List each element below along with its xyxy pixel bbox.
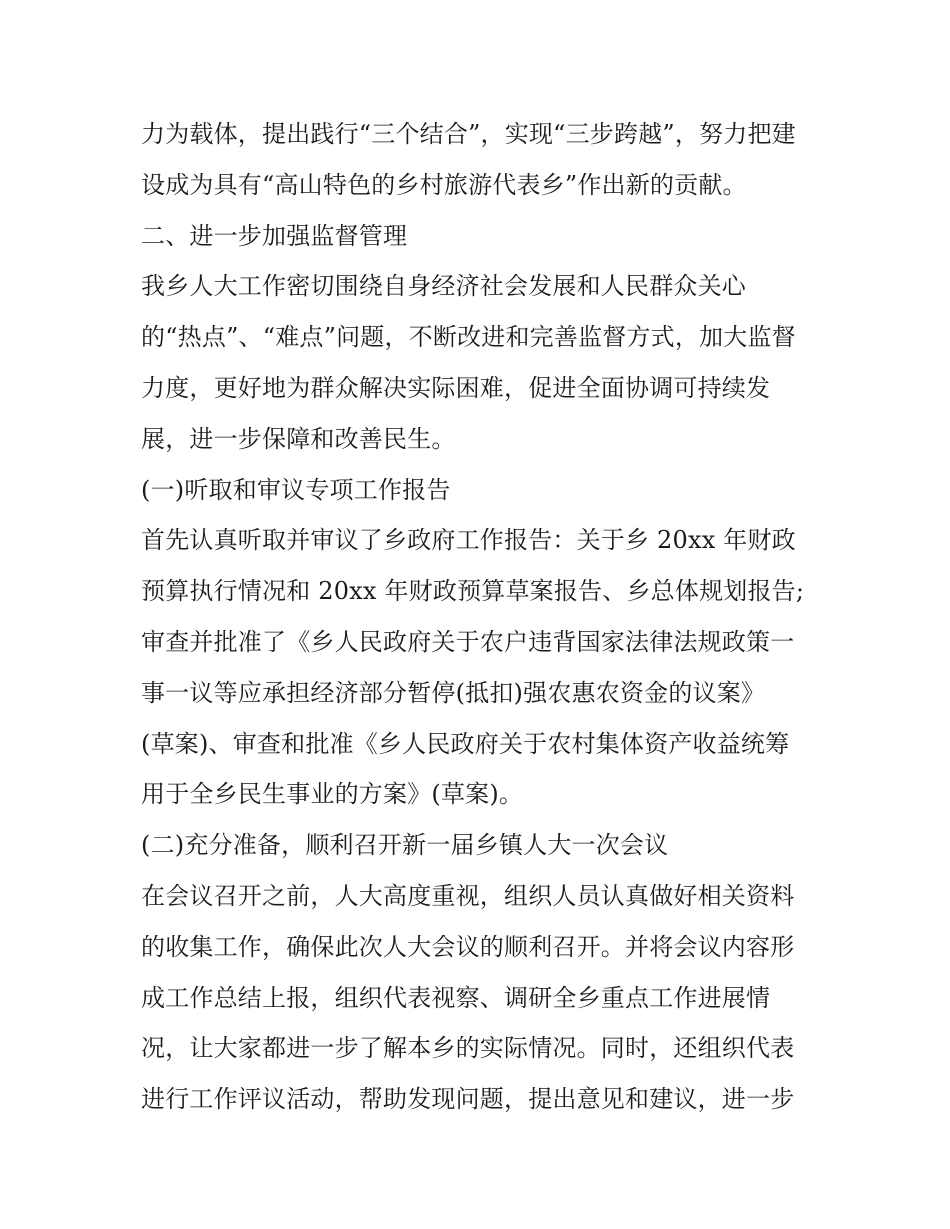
text-line: 力为载体，提出践行“三个结合”，实现“三步跨越”，努力把建 bbox=[141, 120, 796, 148]
text-line: 成工作总结上报，组织代表视察、调研全乡重点工作进展情 bbox=[141, 983, 771, 1012]
document-body bbox=[141, 109, 821, 1125]
subsection-heading: (一)听取和审议专项工作报告 bbox=[141, 475, 451, 504]
text-line: 首先认真听取并审议了乡政府工作报告：关于乡 20xx 年财政 bbox=[141, 526, 796, 555]
text-line: 我乡人大工作密切围绕自身经济社会发展和人民群众关心 bbox=[141, 272, 746, 301]
text-line: 力度，更好地为群众解决实际困难，促进全面协调可持续发 bbox=[141, 373, 771, 402]
text-line: 预算执行情况和 20xx 年财政预算草案报告、乡总体规划报告; bbox=[141, 577, 805, 606]
text-line: 展，进一步保障和改善民生。 bbox=[141, 424, 456, 453]
text-line: 事一议等应承担经济部分暂停(抵扣)强农惠农资金的议案》 bbox=[141, 678, 766, 707]
text-line: 用于全乡民生事业的方案》(草案)。 bbox=[141, 780, 524, 809]
text-line: 的收集工作，确保此次人大会议的顺利召开。并将会议内容形 bbox=[141, 932, 795, 961]
subsection-heading: (二)充分准备，顺利召开新一届乡镇人大一次会议 bbox=[141, 831, 669, 860]
text-line: 况，让大家都进一步了解本乡的实际情况。同时，还组织代表 bbox=[141, 1034, 795, 1063]
section-heading: 二、进一步加强监督管理 bbox=[141, 221, 408, 250]
text-line: 在会议召开之前，人大高度重视，组织人员认真做好相关资料 bbox=[141, 881, 795, 910]
text-line: 审查并批准了《乡人民政府关于农户违背国家法律法规政策一 bbox=[141, 627, 795, 656]
text-line: 进行工作评议活动，帮助发现问题，提出意见和建议，进一步 bbox=[141, 1085, 795, 1114]
text-line: 的“热点”、“难点”问题，不断改进和完善监督方式，加大监督 bbox=[141, 323, 796, 352]
text-line: (草案)、审查和批准《乡人民政府关于农村集体资产收益统筹 bbox=[141, 729, 790, 758]
text-line: 设成为具有“高山特色的乡村旅游代表乡”作出新的贡献。 bbox=[141, 170, 747, 199]
